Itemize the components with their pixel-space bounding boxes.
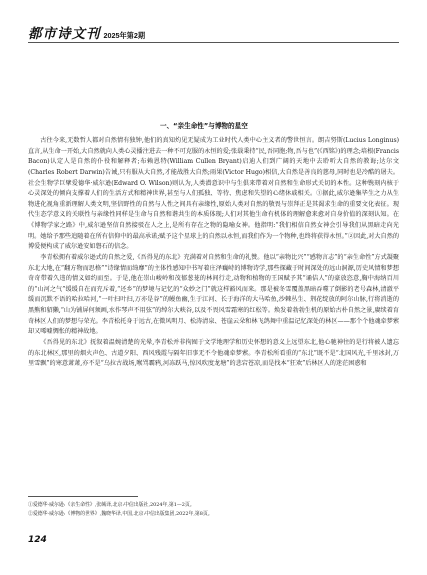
paragraph: 《吾得见的东北》抚叙着温婉清楚的光晕,李青松并非拘囿于文学地理学和历史怀想的意义上远望东北,他心驰神往的是行将被人遗忘的东北林区,那里的烟火声色、古道夕阳、西风残霞与隔年旧事无不令他魂牵梦萦。李青松所看重的“东北”既不是“北国风光,千里冰封,万里雪飘”的寒意萧萧,亦不是“乌拉古战场,喉骂霸鸦,河冻跃马,惊风吹度龙塘”的悲宕苍凉,而是找本“狂欢”后林区人的迷茫困惑和: [28, 338, 399, 368]
header-divider: [28, 42, 399, 43]
page-number: 124: [28, 535, 47, 545]
footnote: ②爱德华·威尔逊:《博物的世界》,魏晓华译,中国,北京:中信出版集团,2022年,第8页。: [28, 510, 213, 517]
footnotes: [28, 501, 399, 518]
journal-masthead: 都市诗文刊: [28, 26, 101, 42]
journal-header: [28, 22, 399, 42]
paragraph: 古往今来,无数哲人都对自然情有独钟,他们的真知灼见无疑成为工业时代人类中心主义者的警世恒言。朗吉努斯(Lucius Longinus)直言,从生命一开始,大自然就向人类心灵播注进去一种不可克服的永恒的爱;张载秉持“民,吾同胞;物,吾与也”(《西铭》)的理念;培根(Francis Bacon)认定人是自然的仆役和解释者;布赖恩特(William Cullen Bryant)启迪人们到广阔的天地中去聆听大自然的教诲;达尔文(Charles Robert Darwin)告诫,只有服从大自然,才能战胜大自然;雨果(Victor Hugo)相信,大自然是善良的慈母,同时也是冷酷的屠夫。社会生物学巨擘爱德华·威尔逊(Edward O. Wilson)则认为,人类潜意识中与生俱来带着对自然和生命形式关切的本性。这种镌刻内核于心灵深处的倾向支撑着人们的生活方式和精神世界,甚至与人们孤独、等待、焦虑和失望的心绪休戚相关。①据此,威尔逊集毕生之力从生物进化视角重新理解人类文明,坚信野性的自然与人性之间具有亲缘性,原始人类对自然的敬畏与崇拜正是其渴求生命的重要文化表征。现代生态学意义的关联性与亲缘性同样是生命与自然和谐共生的本质体现;人们对其他生命有机体的理解愈来愈对自身价值的深刻认知。在《博物学家之路》中,威尔逊坚信自然接驳在人之上,是所有存在之物的隐喻女神。他指明:“我们相信自然女神会引导我们从黑暗走向光明。她给予那些追随着在所有信仰中的最高承诺;赋予这个星球上的自然以永恒,而我们作为一个物种,也终将获得永恒。”②因此,对大自然的博爱便构成了威尔逊安如磐石的信念。: [28, 137, 399, 251]
footnote: ①爱德华·威尔逊:《亲生命性》,张缄译,北京:中信出版社,2024年,第1—2页。: [28, 502, 195, 508]
paragraph: 李青松拥有着威尔逊式的自然之爱,《吾得见的东北》充满着对自然和生命的礼赞。他以“亲物比兴”“感物言志”的“亲生命性”方式凝聚东北大地,在“翻方物而思格”“诗缘情而绮靡”的主体性感知中书写着庄泽巍峙的博物诗学,那些探藏于时间深处的远山洞源,历史风情和梦想奇奇带着久违的情义如约而至。于是,他在崇山峻岭和茂郁葱茏的林间行走,动物和植物的王国赋予其“诵佶人”的豪放恣意,胸中海纳百川的“山河之气”缓缓自在而充斥着,“还乡”的梦境与记忆的“众妙之门”就这样豁风而来。那是被冬雪覆盖黑暗吞噬了倒影的老号森林,清澈平缓而沉默不语的哈拉哈河,“一叶扫叶扫,万亦是谷”的鳗鱼幽,生于江河、长于海洋的大马哈鱼,沙棘丛生、荆花绽放的阿尔山脉,行将消逝的黑熊和貂獭,“山为铺屏何须画,水作琴声不用弦”的绰尔大峡谷,以及不畏风雪霜寒的红松等。焕发着勃勃生机的原始古朴自然之景,赓续着育奇林区人们的梦想与荣光。李青松托身于远古,在微风明月、松涛清泉、苍崖云朵和林飞鸽舞中重温记忆深处的林区——那个个他魂牵梦萦却又唏嘘惆怅的精神故地。: [28, 253, 399, 336]
issue-label: 2025年第2期: [103, 31, 146, 40]
section-heading: 一、“亲生命性”与博物的星空: [160, 122, 248, 130]
article-body: [28, 136, 399, 370]
footnote-divider: [28, 496, 138, 497]
